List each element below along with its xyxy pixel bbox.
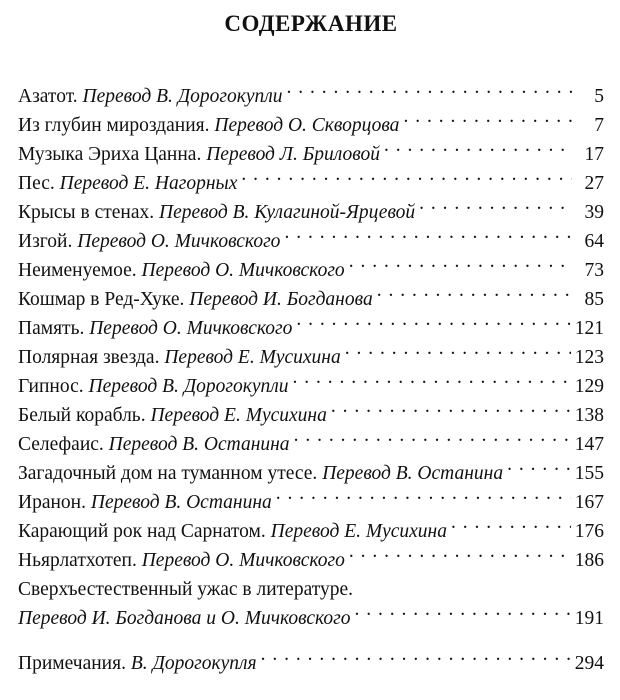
dot-leader [355,605,571,625]
dot-leader [261,650,571,670]
dot-leader [349,547,571,567]
entry-page: 138 [574,405,604,426]
toc-entry-13 [18,430,604,459]
toc-entry-10 [18,343,604,372]
entry-translator: Перевод И. Богданова и О. Мичковского [18,608,351,629]
entry-translator: Перевод Е. Мусихина [150,405,327,426]
entry-page: 129 [574,376,604,397]
toc-entry-essay [18,575,604,633]
toc-entry-14 [18,459,604,488]
entry-work: Азатот. [18,86,78,107]
entry-page: 121 [574,318,604,339]
entry-work: Неименуемое. [18,260,137,281]
entry-page: 7 [594,115,604,136]
entry-work: Полярная звезда. [18,347,160,368]
entry-translator: Перевод О. Мичковского [141,550,345,571]
entry-translator: Перевод В. Останина [108,434,290,455]
dot-leader [451,518,571,538]
entry-page: 39 [584,202,604,223]
entry-page: 17 [584,144,604,165]
entry-translator: Перевод О. Мичковского [77,231,281,252]
entry-work: Гипнос. [18,376,84,397]
dot-leader [284,228,572,248]
entry-work: Селефаис. [18,434,104,455]
entry-work: Из глубин мироздания. [18,115,210,136]
entry-page: 155 [574,463,604,484]
toc-entry-17 [18,546,604,575]
entry-page: 147 [574,434,604,455]
dot-leader [296,315,570,335]
entry-translator: Перевод В. Дорогокупли [88,376,289,397]
dot-leader [377,286,572,306]
entry-page: 167 [574,492,604,513]
entry-translator: Перевод О. Мичковского [89,318,293,339]
toc-entry-6 [18,227,604,256]
dot-leader [293,373,571,393]
toc-entry-9 [18,314,604,343]
toc-entry-8 [18,285,604,314]
entry-translator: Перевод О. Скворцова [214,115,400,136]
toc-entry-3 [18,140,604,169]
dot-leader [349,257,572,277]
dot-leader [287,83,572,103]
toc-entry-7 [18,256,604,285]
entry-page: 186 [574,550,604,571]
entry-translator: Перевод О. Мичковского [141,260,345,281]
entry-work: Пес. [18,173,55,194]
toc-list [18,82,604,678]
toc-entry-notes [18,649,604,678]
entry-page: 85 [584,289,604,310]
toc-entry-2 [18,111,604,140]
dot-leader [384,141,572,161]
dot-leader [419,199,572,219]
entry-work: Сверхъестественный ужас в литературе. [18,579,354,600]
entry-work: Память. [18,318,85,339]
entry-work: Крысы в стенах. [18,202,155,223]
entry-translator: В. Дорогокупля [130,653,257,674]
entry-translator: Перевод В. Останина [322,463,504,484]
entry-work: Ньярлатхотеп. [18,550,137,571]
entry-translator: Перевод Е. Нагорных [59,173,238,194]
entry-work: Карающий рок над Сарнатом. [18,521,266,542]
entry-page: 123 [574,347,604,368]
entry-work: Примечания. [18,653,126,674]
dot-leader [241,170,572,190]
entry-work: Иранон. [18,492,86,513]
dot-leader [403,112,572,132]
entry-page: 176 [574,521,604,542]
entry-page: 191 [574,608,604,629]
dot-leader [294,431,571,451]
entry-work: Кошмар в Ред-Хуке. [18,289,185,310]
dot-leader [507,460,571,480]
entry-work: Изгой. [18,231,73,252]
toc-entry-15 [18,488,604,517]
entry-work: Музыка Эриха Цанна. [18,144,202,165]
entry-translator: Перевод В. Останина [90,492,272,513]
toc-entry-11 [18,372,604,401]
toc-entry-1 [18,82,604,111]
dot-leader [345,344,571,364]
entry-work: Белый корабль. [18,405,146,426]
entry-page: 5 [594,86,604,107]
entry-translator: Перевод И. Богданова [189,289,373,310]
entry-translator: Перевод Л. Бриловой [206,144,380,165]
toc-entry-16 [18,517,604,546]
entry-translator: Перевод Е. Мусихина [270,521,447,542]
toc-entry-12 [18,401,604,430]
toc-entry-5 [18,198,604,227]
entry-translator: Перевод В. Дорогокупли [82,86,283,107]
dot-leader [276,489,571,509]
dot-leader [331,402,571,422]
entry-translator: Перевод Е. Мусихина [164,347,341,368]
entry-translator: Перевод В. Кулагиной-Ярцевой [159,202,416,223]
entry-work: Загадочный дом на туманном утесе. [18,463,318,484]
toc-entry-4 [18,169,604,198]
entry-page: 27 [584,173,604,194]
page-title: СОДЕРЖАНИЕ [224,11,398,36]
entry-page: 294 [574,653,604,674]
entry-page: 64 [584,231,604,252]
entry-page: 73 [584,260,604,281]
